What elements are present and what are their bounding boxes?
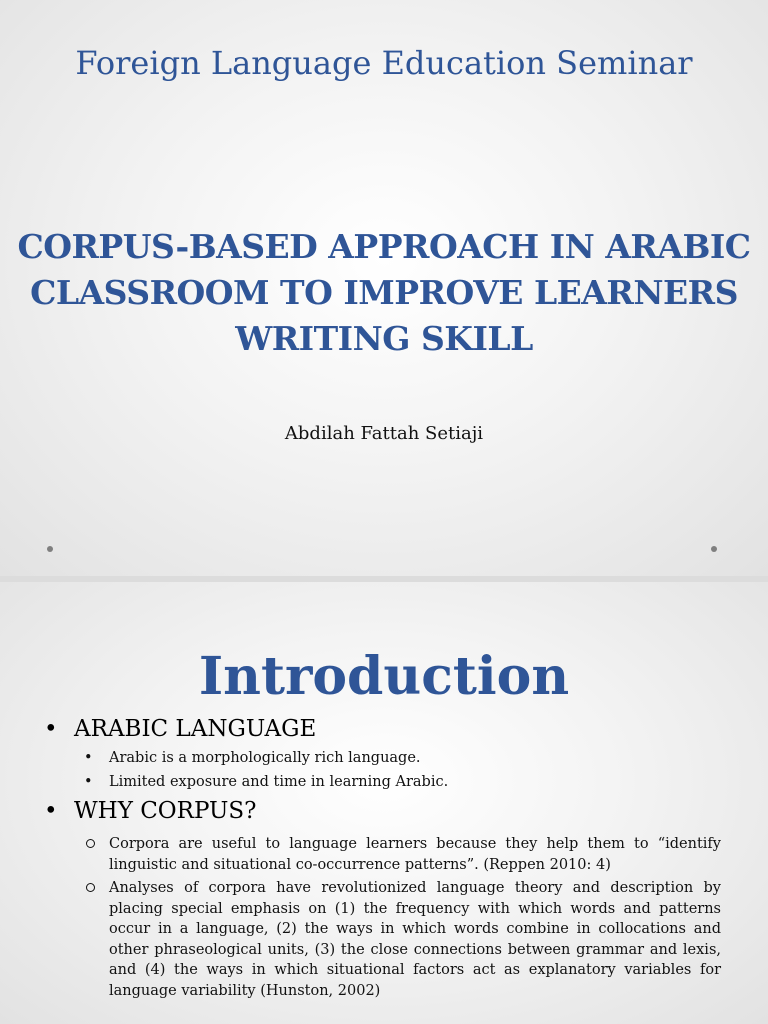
bullet-icon: • xyxy=(84,774,93,790)
presentation-title: CORPUS-BASED APPROACH IN ARABIC CLASSROOM TO IMPROVE LEARNERS WRITING SKILL xyxy=(17,227,751,358)
list-item: • Arabic is a morphologically rich language. xyxy=(84,750,421,766)
introduction-title: Introduction xyxy=(198,646,570,707)
seminar-heading: Foreign Language Education Seminar xyxy=(75,44,693,82)
section-heading-arabic-language: • ARABIC LANGUAGE xyxy=(44,716,317,742)
left-dot-icon xyxy=(47,546,53,552)
list-item: Analyses of corpora have revolutionized language theory and description by placing special emphasis on (1) the frequency with which words and patterns occur in a language, (2) the ways in which words combine in collocations and other phraseological units, (3) the close connections between grammar and lexis, and (4) the ways in which situational factors act as explanatory variables for language variability (Hunston, 2002) xyxy=(84,878,721,1001)
introduction-slide xyxy=(0,582,768,1024)
circle-bullet-icon xyxy=(86,839,95,848)
author-name: Abdilah Fattah Setiaji xyxy=(284,423,484,444)
bullet-icon: • xyxy=(44,716,58,742)
right-dot-icon xyxy=(711,546,717,552)
circle-bullet-icon xyxy=(86,883,95,892)
list-item: • Limited exposure and time in learning Arabic. xyxy=(84,774,449,790)
list-item: Corpora are useful to language learners because they help them to “identify linguistic and situational co-occurrence patterns”. (Reppen 2010: 4) xyxy=(84,834,721,875)
bullet-icon: • xyxy=(84,750,93,766)
bullet-icon: • xyxy=(44,798,58,824)
section-heading-why-corpus: • WHY CORPUS? xyxy=(44,798,257,824)
